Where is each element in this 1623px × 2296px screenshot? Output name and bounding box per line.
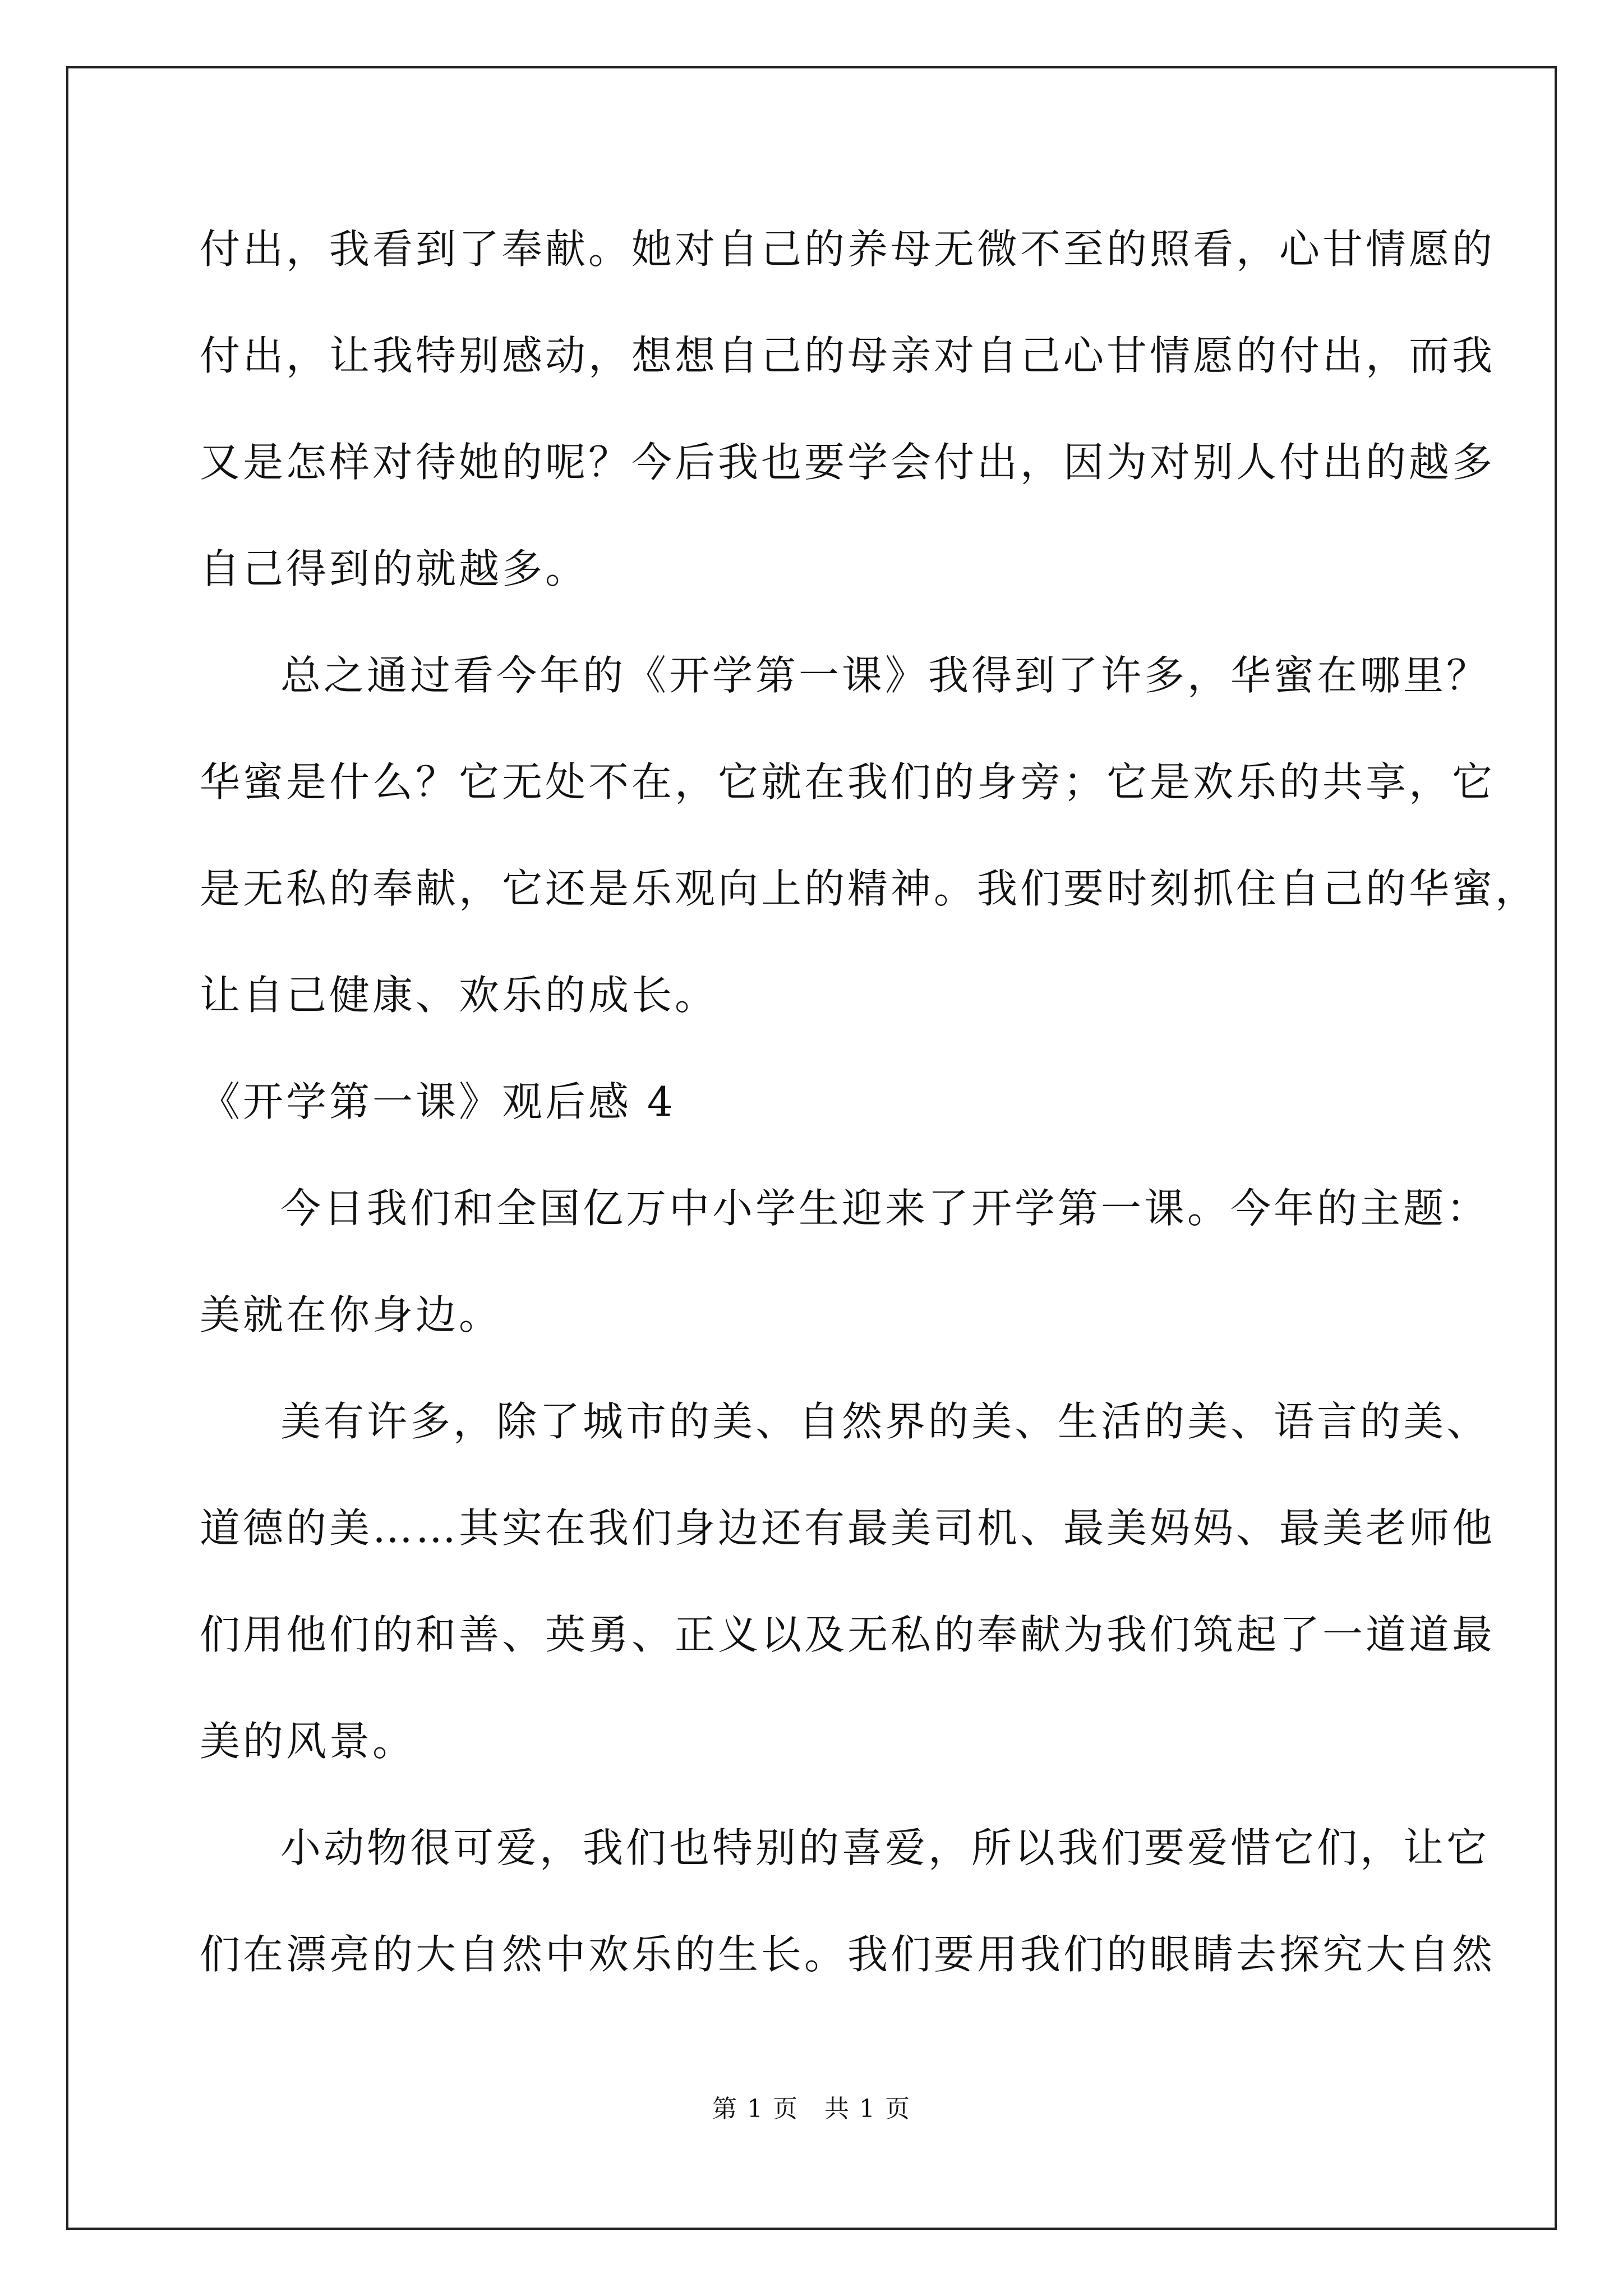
body-text-line: 今日我们和全国亿万中小学生迎来了开学第一课。今年的主题：	[280, 1185, 1490, 1232]
body-text-line: 又是怎样对待她的呢？今后我也要学会付出，因为对别人付出的越多	[200, 439, 1496, 486]
body-text-line: 美就在你身边。	[200, 1291, 502, 1338]
body-text-line: 华蜜是什么？它无处不在，它就在我们的身旁；它是欢乐的共享，它	[200, 758, 1496, 806]
body-text-line: 道德的美……其实在我们身边还有最美司机、最美妈妈、最美老师他	[200, 1504, 1496, 1552]
body-text-line: 让自己健康、欢乐的成长。	[200, 972, 718, 1019]
body-text-line: 们在漂亮的大自然中欢乐的生长。我们要用我们的眼睛去探究大自然	[200, 1931, 1496, 1978]
page-footer: 第 1 页 共 1 页	[712, 2095, 911, 2123]
body-text-line: 们用他们的和善、英勇、正义以及无私的奉献为我们筑起了一道道最	[200, 1611, 1496, 1658]
section-heading: 《开学第一课》观后感 4	[200, 1078, 676, 1125]
body-text-line: 美有许多，除了城市的美、自然界的美、生活的美、语言的美、	[280, 1398, 1490, 1445]
body-text-line: 付出，我看到了奉献。她对自己的养母无微不至的照看，心甘情愿的	[200, 226, 1496, 273]
body-text-line: 总之通过看今年的《开学第一课》我得到了许多，华蜜在哪里？	[280, 652, 1490, 699]
body-text-line: 付出，让我特别感动，想想自己的母亲对自己心甘情愿的付出，而我	[200, 332, 1496, 379]
body-text-line: 美的风景。	[200, 1718, 416, 1765]
body-text-line: 小动物很可爱，我们也特别的喜爱，所以我们要爱惜它们，让它	[280, 1824, 1490, 1871]
page-border	[66, 66, 1557, 2230]
body-text-line: 自己得到的就越多。	[200, 545, 589, 592]
body-text-line: 是无私的奉献，它还是乐观向上的精神。我们要时刻抓住自己的华蜜，	[200, 865, 1539, 912]
